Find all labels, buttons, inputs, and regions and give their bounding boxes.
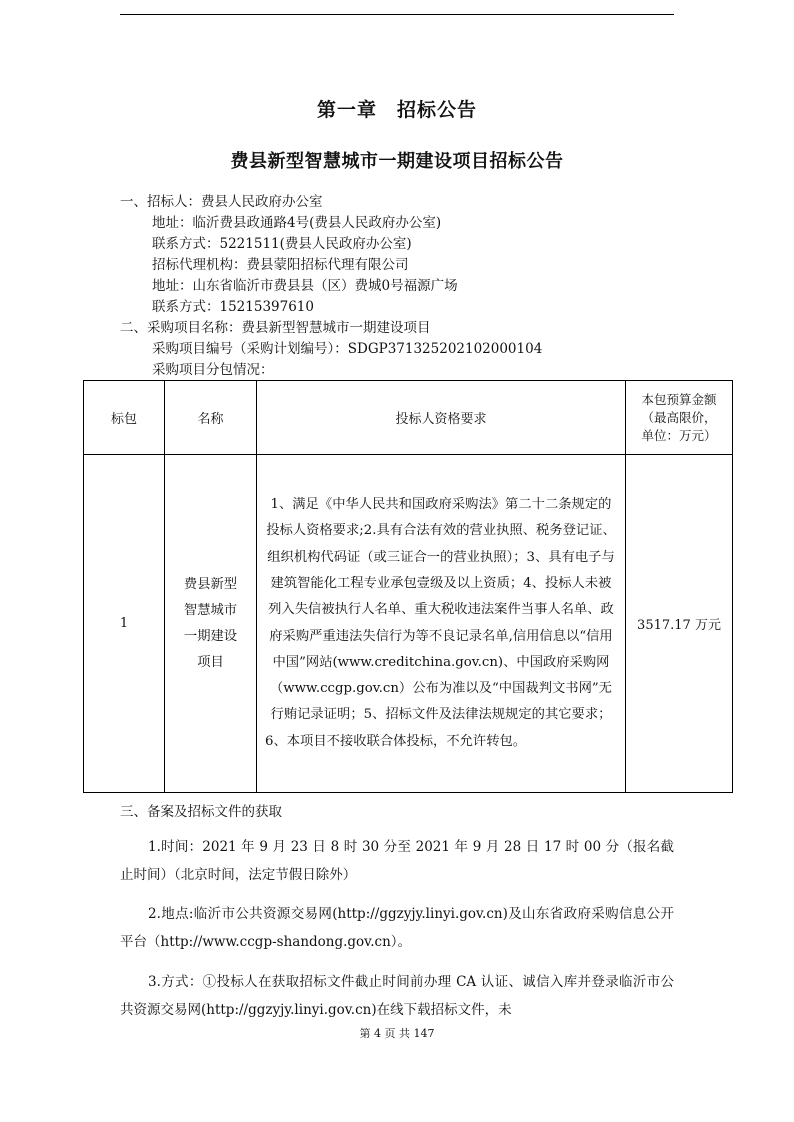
header-requirements: 投标人资格要求	[257, 381, 626, 455]
cell-budget: 3517.17 万元	[626, 455, 733, 793]
cell-requirements: 1、满足《中华人民共和国政府采购法》第二十二条规定的投标人资格要求;2.具有合法有效的营业执照、税务登记证、组织机构代码证（或三证合一的营业执照）；3、具有电子与建筑智能化工程专业承包壹级及以上资质；4、投标人未被列入失信被执行人名单、重大税收违法案件当事人名单、政府采购严重违法失信行为等不良记录名单,信用信息以“信用中国”网站(www.creditchina.gov.cn)、中国政府采购网（www.ccgp.gov.cn）公布为准以及“中国裁判文书网”无行贿记录证明；5、招标文件及法律法规规定的其它要求；6、本项目不接收联合体投标，不允许转包。	[257, 455, 626, 793]
budget-header-line: （最高限价，	[641, 409, 717, 425]
budget-header-line: 本包预算金额	[641, 391, 717, 407]
method-paragraph: 3.方式：①投标人在获取招标文件截止时间前办理 CA 认证、诚信入库并登录临沂市公共资源交易网(http://ggzyjy.linyi.gov.cn)在线下载招标文件，未	[120, 974, 674, 1018]
tenderer-line: 一、招标人：费县人民政府办公室	[120, 194, 323, 210]
budget-header-line: 单位：万元）	[641, 427, 717, 443]
agency-contact: 联系方式：15215397610	[152, 299, 314, 315]
cell-package: 1	[84, 455, 165, 793]
cell-name	[165, 455, 257, 793]
location-paragraph: 2.地点:临沂市公共资源交易网(http://ggzyjy.linyi.gov.cn)及山东省政府采购信息公开平台（http://www.ccgp-shandong.gov.cn）。	[120, 906, 674, 950]
tender-info	[120, 192, 720, 381]
name-line: 一期建设	[183, 628, 238, 644]
project-name-line: 二、采购项目名称：费县新型智慧城市一期建设项目	[120, 320, 431, 336]
time-paragraph: 1.时间：2021 年 9 月 23 日 8 时 30 分至 2021 年 9 月 28 日 17 时 00 分（报名截止时间）（北京时间，法定节假日除外）	[120, 839, 674, 883]
name-line: 项目	[197, 654, 224, 670]
package-info-line: 采购项目分包情况：	[152, 362, 274, 378]
agency-address: 地址：山东省临沂市费县县（区）费城0号福源广场	[152, 278, 458, 294]
page-footer: 第 4 页 共 147	[359, 1027, 435, 1040]
tenderer-address: 地址：临沂费县政通路4号(费县人民政府办公室)	[152, 215, 442, 231]
tenderer-contact: 联系方式：5221511(费县人民政府办公室)	[152, 236, 412, 252]
section3-title: 三、备案及招标文件的获取	[120, 804, 282, 820]
name-line: 智慧城市	[183, 602, 238, 618]
package-table	[83, 380, 733, 793]
table-header-row	[84, 381, 733, 455]
document-title: 费县新型智慧城市一期建设项目招标公告	[230, 151, 564, 172]
header-rule	[120, 14, 674, 15]
agency-name: 招标代理机构：费县蒙阳招标代理有限公司	[152, 257, 409, 273]
header-name: 名称	[165, 381, 257, 455]
header-package: 标包	[84, 381, 165, 455]
header-budget	[626, 381, 733, 455]
project-number-line: 采购项目编号（采购计划编号）：SDGP371325202102000104	[152, 341, 543, 357]
chapter-title: 第一章 招标公告	[316, 99, 477, 121]
name-line: 费县新型	[183, 576, 238, 592]
table-row	[84, 455, 733, 793]
